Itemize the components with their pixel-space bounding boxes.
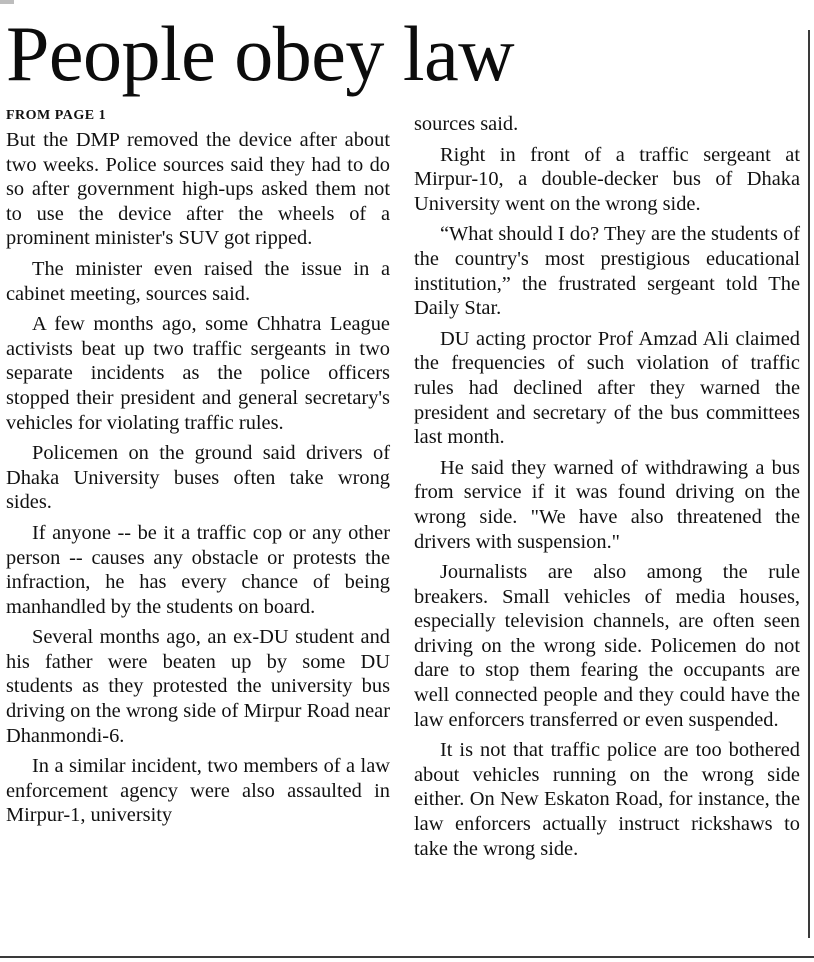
- paragraph: Policemen on the ground said drivers of Dhaka University buses often take wrong sides.: [6, 442, 390, 514]
- paragraph: Several months ago, an ex-DU student and his father were beaten up by some DU students as they protested the university bus driving on the wrong side of Mirpur Road near Dhanmondi-6.: [6, 626, 390, 747]
- paragraph: “What should I do? They are the students of the country's most prestigious educational institution,” the frustrated sergeant told The Daily Star.: [414, 223, 800, 320]
- paragraph: But the DMP removed the device after about two weeks. Police sources said they had to do so after government high-ups asked them not to use the device after the wheels of a prominent minister's SUV got ripped.: [6, 129, 390, 250]
- paragraph: He said they warned of withdrawing a bus from service if it was found driving on the wrong side. "We have also threatened the drivers with suspension.": [414, 456, 800, 553]
- paragraph: Right in front of a traffic sergeant at Mirpur-10, a double-decker bus of Dhaka University went on the wrong side.: [414, 143, 800, 215]
- paragraph: A few months ago, some Chhatra League activists beat up two traffic sergeants in two separate incidents as the police officers stopped their president and general secretary's vehicles for violating traffic rules.: [6, 313, 390, 434]
- paragraph: It is not that traffic police are too bothered about vehicles running on the wrong side either. On New Eskaton Road, for instance, the law enforcers actually instruct rickshaws to take the wrong side.: [414, 739, 800, 860]
- top-edge: [0, 0, 814, 5]
- paragraph: The minister even raised the issue in a cabinet meeting, sources said.: [6, 257, 390, 305]
- column-rule-right: [808, 30, 810, 938]
- article-column-right: [414, 112, 800, 867]
- continuation-kicker: FROM PAGE 1: [6, 108, 107, 123]
- paragraph: Journalists are also among the rule breakers. Small vehicles of media houses, especially television channels, are often seen driving on the wrong side. Policemen do not dare to stop them fearing the occupants are well connected people and they could have the law enforcers transferred or even suspended.: [414, 561, 800, 731]
- paragraph: If anyone -- be it a traffic cop or any other person -- causes any obstacle or protests the infraction, he has every chance of being manhandled by the students on board.: [6, 521, 390, 618]
- headline: People obey law: [6, 10, 515, 97]
- paragraph: DU acting proctor Prof Amzad Ali claimed the frequencies of such violation of traffic rules had declined after they warned the president and secretary of the bus committees last month.: [414, 327, 800, 449]
- bottom-rule: [0, 956, 814, 958]
- paragraph: sources said.: [414, 113, 519, 135]
- paragraph: In a similar incident, two members of a law enforcement agency were also assaulted in Mirpur-1, university: [6, 755, 390, 827]
- article-column-left: [6, 106, 390, 834]
